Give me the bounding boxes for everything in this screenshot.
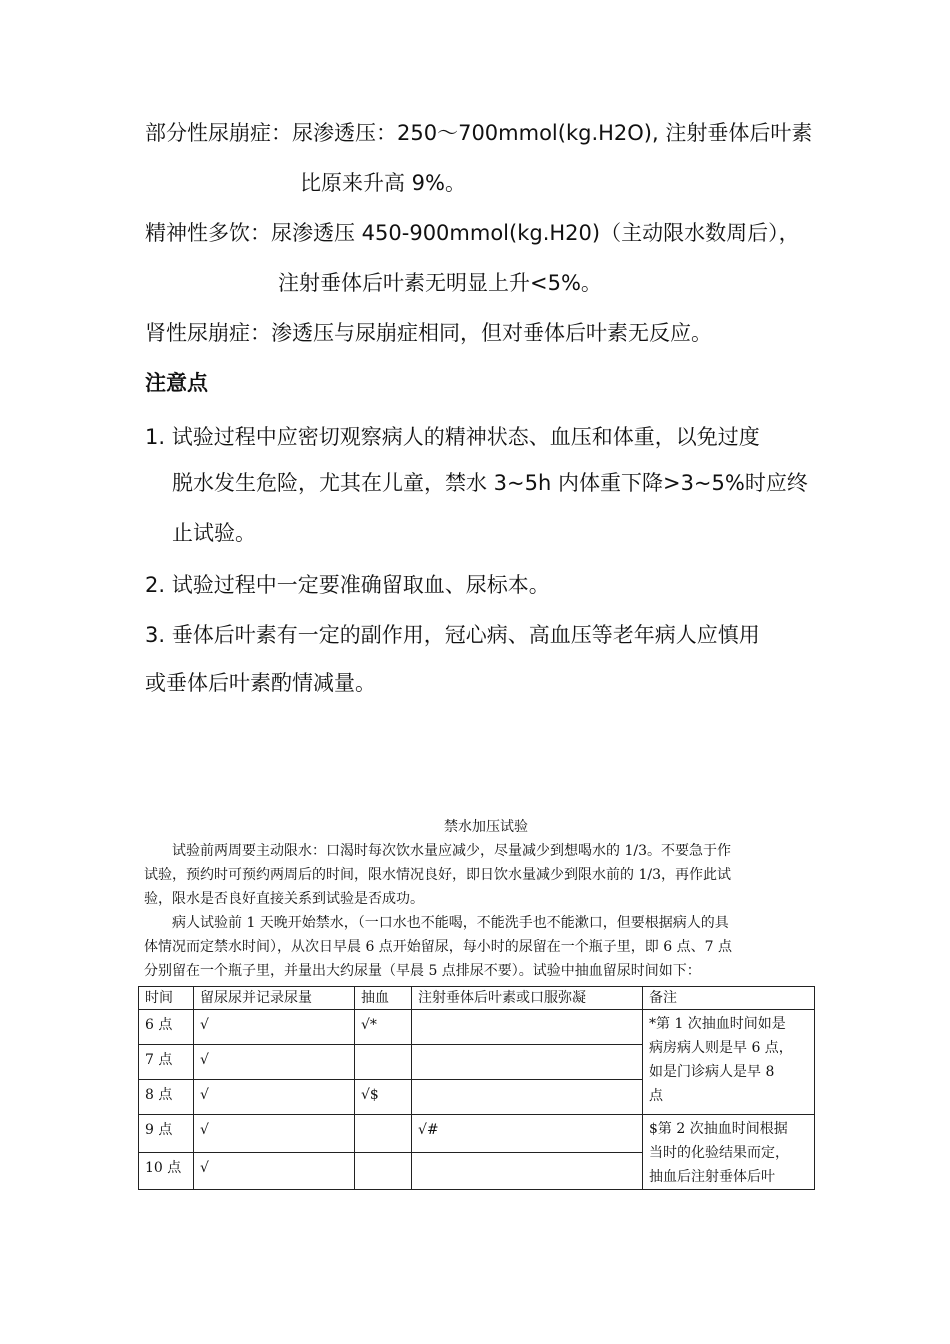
blood-cell: √$ (355, 1080, 412, 1115)
list-item: 3. 垂体后叶素有一定的副作用，冠心病、高血压等老年病人应慎用 (145, 623, 760, 647)
list-item: 2. 试验过程中一定要准确留取血、尿标本。 (145, 573, 550, 597)
note-line: *第 1 次抽血时间如是 (649, 1016, 786, 1032)
note-line: 如是门诊病人是早 8 (649, 1064, 775, 1080)
note-cell (643, 1010, 815, 1115)
text-line: 精神性多饮：尿渗透压 450-900mmol(kg.H20)（主动限水数周后）， (145, 221, 800, 245)
paragraph-line: 病人试验前 1 天晚开始禁水，（一口水也不能喝，不能洗手也不能漱口，但要根据病人的具 (172, 915, 729, 931)
urine-cell: √ (194, 1152, 355, 1190)
note-line: 当时的化验结果而定， (649, 1145, 789, 1161)
section-heading: 注意点 (145, 371, 208, 395)
blood-cell (355, 1115, 412, 1153)
blood-cell (355, 1045, 412, 1080)
urine-cell: √ (194, 1045, 355, 1080)
text-line: 肾性尿崩症：渗透压与尿崩症相同，但对垂体后叶素无反应。 (145, 321, 712, 345)
list-item: 1. 试验过程中应密切观察病人的精神状态、血压和体重，以免过度 (145, 425, 760, 449)
urine-cell: √ (194, 1010, 355, 1045)
note-line: 病房病人则是早 6 点， (649, 1040, 793, 1056)
note-line: 抽血后注射垂体后叶 (649, 1169, 775, 1185)
blood-cell (355, 1152, 412, 1190)
column-header: 备注 (643, 987, 815, 1010)
urine-cell: √ (194, 1115, 355, 1153)
paragraph-line: 体情况而定禁水时间），从次日早晨 6 点开始留尿，每小时的尿留在一个瓶子里，即 6 点、7 点 (144, 939, 732, 955)
table-row (139, 1010, 815, 1045)
time-cell: 8 点 (139, 1080, 194, 1115)
list-item-continuation: 或垂体后叶素酌情减量。 (145, 671, 376, 695)
note-line: $第 2 次抽血时间根据 (649, 1121, 788, 1137)
time-cell: 10 点 (139, 1152, 194, 1190)
column-header: 注射垂体后叶素或口服弥凝 (412, 987, 643, 1010)
doc-title: 禁水加压试验 (444, 819, 528, 835)
inject-cell (412, 1080, 643, 1115)
table-row (139, 1115, 815, 1153)
text-line: 注射垂体后叶素无明显上升<5%。 (278, 271, 602, 295)
text-line: 部分性尿崩症：尿渗透压：250～700mmol(kg.H2O), 注射垂体后叶素 (145, 121, 813, 145)
urine-cell: √ (194, 1080, 355, 1115)
paragraph-line: 验，限水是否良好直接关系到试验是否成功。 (144, 891, 424, 907)
inject-cell: √# (412, 1115, 643, 1153)
column-header: 时间 (139, 987, 194, 1010)
time-cell: 6 点 (139, 1010, 194, 1045)
time-cell: 9 点 (139, 1115, 194, 1153)
paragraph-line: 分别留在一个瓶子里，并量出大约尿量（早晨 5 点排尿不要）。试验中抽血留尿时间如下： (144, 963, 701, 979)
schedule-table (138, 986, 815, 1190)
note-cell (643, 1115, 815, 1190)
inject-cell (412, 1010, 643, 1045)
text-line: 比原来升高 9%。 (300, 171, 466, 195)
inject-cell (412, 1152, 643, 1190)
time-cell: 7 点 (139, 1045, 194, 1080)
note-line: 点 (649, 1088, 663, 1104)
list-item-continuation: 止试验。 (172, 521, 256, 545)
list-item-continuation: 脱水发生危险，尤其在儿童，禁水 3~5h 内体重下降>3~5%时应终 (172, 471, 808, 495)
column-header: 抽血 (355, 987, 412, 1010)
inject-cell (412, 1045, 643, 1080)
paragraph-line: 试验，预约时可预约两周后的时间，限水情况良好，即日饮水量减少到限水前的 1/3，再作此试 (144, 867, 731, 883)
table-header-row (139, 987, 815, 1010)
blood-cell: √* (355, 1010, 412, 1045)
column-header: 留尿尿并记录尿量 (194, 987, 355, 1010)
paragraph-line: 试验前两周要主动限水：口渴时每次饮水量应减少，尽量减少到想喝水的 1/3。不要急于作 (172, 843, 731, 859)
